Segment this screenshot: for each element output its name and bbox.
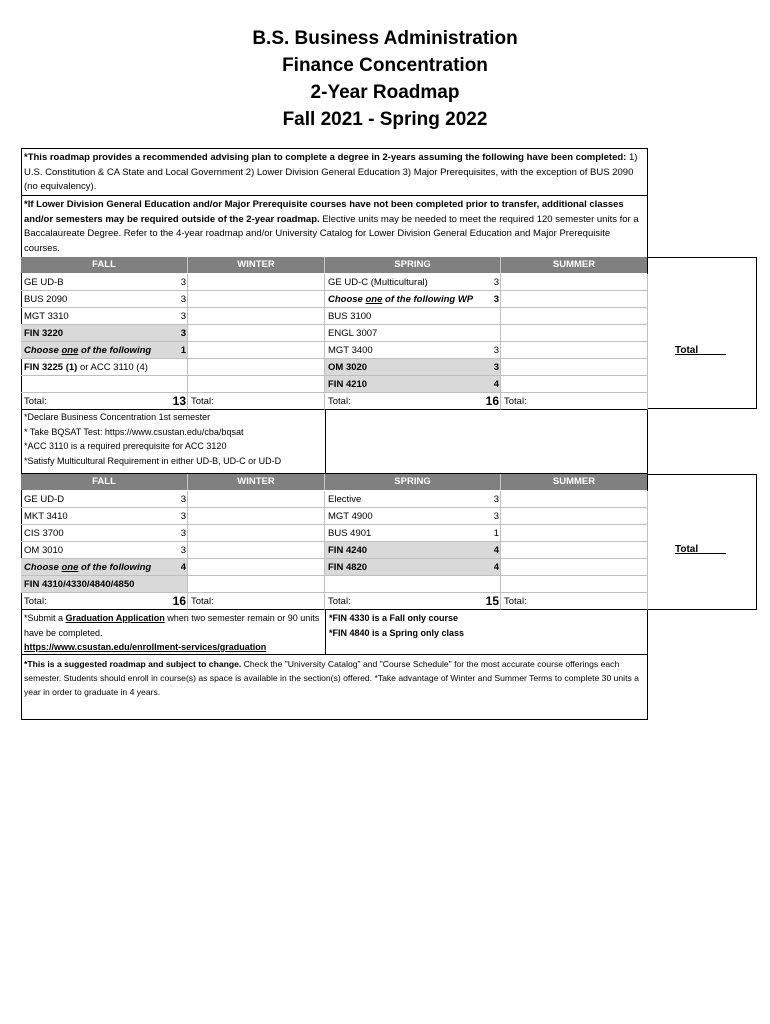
summer-cell — [501, 525, 648, 542]
year1-side-total — [675, 345, 726, 356]
year1-winter-header: WINTER — [188, 257, 325, 273]
winter-cell — [188, 576, 325, 593]
winter-cell — [188, 359, 325, 376]
table-row — [325, 308, 501, 325]
year1-summer-total — [501, 393, 648, 410]
year1-side-total-text: Total_____ — [675, 345, 726, 356]
course-name: MGT 4900 — [328, 511, 373, 522]
year2-side-total — [675, 544, 726, 555]
note-line: * Take BQSAT Test: https://www.csustan.edu/cba/bqsat — [24, 426, 244, 437]
summer-cell — [501, 376, 648, 393]
course-name: FIN 3220 — [24, 328, 64, 339]
winter-cell — [188, 376, 325, 393]
footer-bold: *This is a suggested roadmap and subject to change. — [24, 659, 242, 669]
intro-note — [21, 149, 647, 195]
course-name: OM 3020 — [328, 362, 368, 373]
total-label: Total: — [504, 396, 527, 407]
course-units: 3 — [493, 511, 499, 522]
year1-summer-header: SUMMER — [501, 257, 648, 273]
year2-side-total-text: Total_____ — [675, 544, 726, 555]
course-name: BUS 4901 — [328, 528, 372, 539]
course-units: 4 — [180, 562, 186, 573]
choose-one: one — [61, 345, 79, 356]
course-name: of the following — [81, 345, 152, 356]
total-label: Total: — [24, 396, 47, 407]
course-name: MGT 3400 — [328, 345, 373, 356]
choose-label: Choose — [328, 294, 366, 305]
note-text: when two semester remain or 90 units have be completed. — [24, 613, 320, 638]
course-units: 4 — [493, 562, 499, 573]
course-units: 1 — [180, 345, 186, 356]
course-name: OM 3010 — [24, 545, 64, 556]
summer-cell — [501, 559, 648, 576]
year2-notes-left — [21, 611, 325, 655]
total-label: Total: — [24, 596, 47, 607]
title-line-4: Fall 2021 - Spring 2022 — [282, 109, 488, 130]
winter-cell — [188, 525, 325, 542]
title-line-2: Finance Concentration — [282, 55, 488, 76]
warning-bold: *If Lower Division General Education and/or Major Prerequisite courses have not been completed prior to transfer, additional classes and/or semesters may be required outside of the 2-year roadmap. — [24, 199, 624, 225]
course-name: MKT 3410 — [24, 511, 68, 522]
total-label: Total: — [328, 596, 351, 607]
course-name: of the following WP — [385, 294, 474, 305]
course-name: GE UD-D — [24, 494, 65, 505]
summer-cell — [501, 491, 648, 508]
title-line-1: B.S. Business Administration — [252, 28, 518, 49]
course-name: FIN 3225 (1) — [24, 362, 78, 373]
course-name: FIN 4820 — [328, 562, 368, 573]
course-units: 3 — [493, 362, 499, 373]
warning-text: Elective units may be needed to meet the required 120 semester units for a Baccalaureate Degree. Refer to the 4-year roadmap and/or University Catalog for Lower Division General Education and Major Prerequisite courses. — [24, 213, 639, 254]
winter-cell — [188, 342, 325, 359]
intro-bold: *This roadmap provides a recommended advising plan to complete a degree in 2-years assuming the following have been completed: — [24, 152, 627, 163]
year2-summer-header: SUMMER — [501, 474, 648, 490]
winter-cell — [188, 559, 325, 576]
course-name: FIN 4310/4330/4840/4850 — [24, 579, 135, 590]
warning-note — [21, 196, 647, 257]
year2-fall-total-value: 16 — [172, 594, 186, 608]
course-name: FIN 4240 — [328, 545, 368, 556]
year2-winter-total — [188, 593, 325, 610]
footer-note — [21, 655, 647, 701]
choose-label: Choose — [24, 562, 62, 573]
year2-spring-total-value: 15 — [485, 594, 499, 608]
course-units: 3 — [493, 345, 499, 356]
title-line-3: 2-Year Roadmap — [310, 82, 460, 103]
footer-text: Check the "University Catalog" and "Course Schedule" for the most accurate course offerings each semester. Students should enroll in course(s) as space is available in the section(s) offered. *Take advantage of Winter and Summer Terms to complete 30 units a year in order to graduate in 4 years. — [24, 659, 639, 697]
note-line: *Satisfy Multicultural Requirement in either UD-B, UD-C or UD-D — [24, 455, 282, 466]
winter-cell — [188, 325, 325, 342]
year2-notes-right — [326, 611, 646, 640]
summer-cell — [501, 542, 648, 559]
year1-fall-total-value: 13 — [172, 394, 186, 408]
course-units: 4 — [493, 545, 499, 556]
table-row — [21, 376, 188, 393]
course-units: 3 — [180, 277, 186, 288]
choose-one: one — [365, 294, 383, 305]
note-text: *Submit a — [24, 613, 66, 623]
year1-total-box — [647, 257, 757, 409]
year1-fall-header: FALL — [21, 257, 188, 273]
summer-cell — [501, 342, 648, 359]
divider — [325, 410, 326, 474]
winter-cell — [188, 291, 325, 308]
course-name: MGT 3310 — [24, 311, 69, 322]
course-name: GE UD-B — [24, 277, 64, 288]
course-name: ENGL 3007 — [328, 328, 378, 339]
course-units: 4 — [493, 379, 499, 390]
course-units: 3 — [493, 277, 499, 288]
year2-fall-header: FALL — [21, 474, 188, 490]
table-row — [21, 576, 188, 593]
choose-label: Choose — [24, 345, 62, 356]
year2-winter-header: WINTER — [188, 474, 325, 490]
total-label: Total: — [191, 596, 214, 607]
summer-cell — [501, 308, 648, 325]
course-name: FIN 4210 — [328, 379, 368, 390]
graduation-url-link[interactable]: https://www.csustan.edu/enrollment-services/graduation — [24, 642, 267, 652]
note-line: *FIN 4330 is a Fall only course — [329, 613, 459, 623]
table-row — [325, 576, 501, 593]
course-units: 3 — [180, 311, 186, 322]
table-row — [325, 325, 501, 342]
year1-notes — [21, 410, 325, 468]
year2-summer-total — [501, 593, 648, 610]
total-label: Total: — [191, 396, 214, 407]
winter-cell — [188, 308, 325, 325]
year1-winter-total — [188, 393, 325, 410]
course-name: Elective — [328, 494, 362, 505]
course-alt: or ACC 3110 (4) — [77, 362, 148, 373]
note-line: *Declare Business Concentration 1st semester — [24, 412, 211, 422]
course-units: 3 — [493, 294, 499, 305]
course-name: BUS 3100 — [328, 311, 372, 322]
summer-cell — [501, 291, 648, 308]
choose-one: one — [61, 562, 79, 573]
summer-cell — [501, 508, 648, 525]
total-label: Total: — [328, 396, 351, 407]
course-units: 3 — [493, 494, 499, 505]
year2-total-box — [647, 474, 757, 610]
page-title — [0, 25, 770, 133]
year1-spring-total-value: 16 — [485, 394, 499, 408]
summer-cell — [501, 359, 648, 376]
course-units: 3 — [180, 494, 186, 505]
course-units: 3 — [180, 294, 186, 305]
total-label: Total: — [504, 596, 527, 607]
summer-cell — [501, 576, 648, 593]
table-row — [21, 359, 188, 376]
course-units: 3 — [180, 511, 186, 522]
winter-cell — [188, 542, 325, 559]
course-name: BUS 2090 — [24, 294, 68, 305]
course-name: GE UD-C (Multicultural) — [328, 277, 428, 288]
course-name: of the following — [81, 562, 152, 573]
summer-cell — [501, 325, 648, 342]
intro-text: 1) U.S. Constitution & CA State and Local Government 2) Lower Division General Education 3) Major Prerequisites, with the exception of BUS 2090 (no equivalency). — [24, 152, 638, 192]
course-name: CIS 3700 — [24, 528, 64, 539]
year2-spring-header: SPRING — [325, 474, 501, 490]
winter-cell — [188, 274, 325, 291]
course-units: 3 — [180, 328, 186, 339]
course-units: 3 — [180, 545, 186, 556]
year1-spring-header: SPRING — [325, 257, 501, 273]
graduation-application-link[interactable]: Graduation Application — [65, 613, 165, 623]
course-units: 1 — [493, 528, 499, 539]
winter-cell — [188, 508, 325, 525]
course-units: 3 — [180, 528, 186, 539]
winter-cell — [188, 491, 325, 508]
note-line: *FIN 4840 is a Spring only class — [329, 627, 465, 638]
summer-cell — [501, 274, 648, 291]
note-line: *ACC 3110 is a required prerequisite for ACC 3120 — [24, 441, 227, 451]
